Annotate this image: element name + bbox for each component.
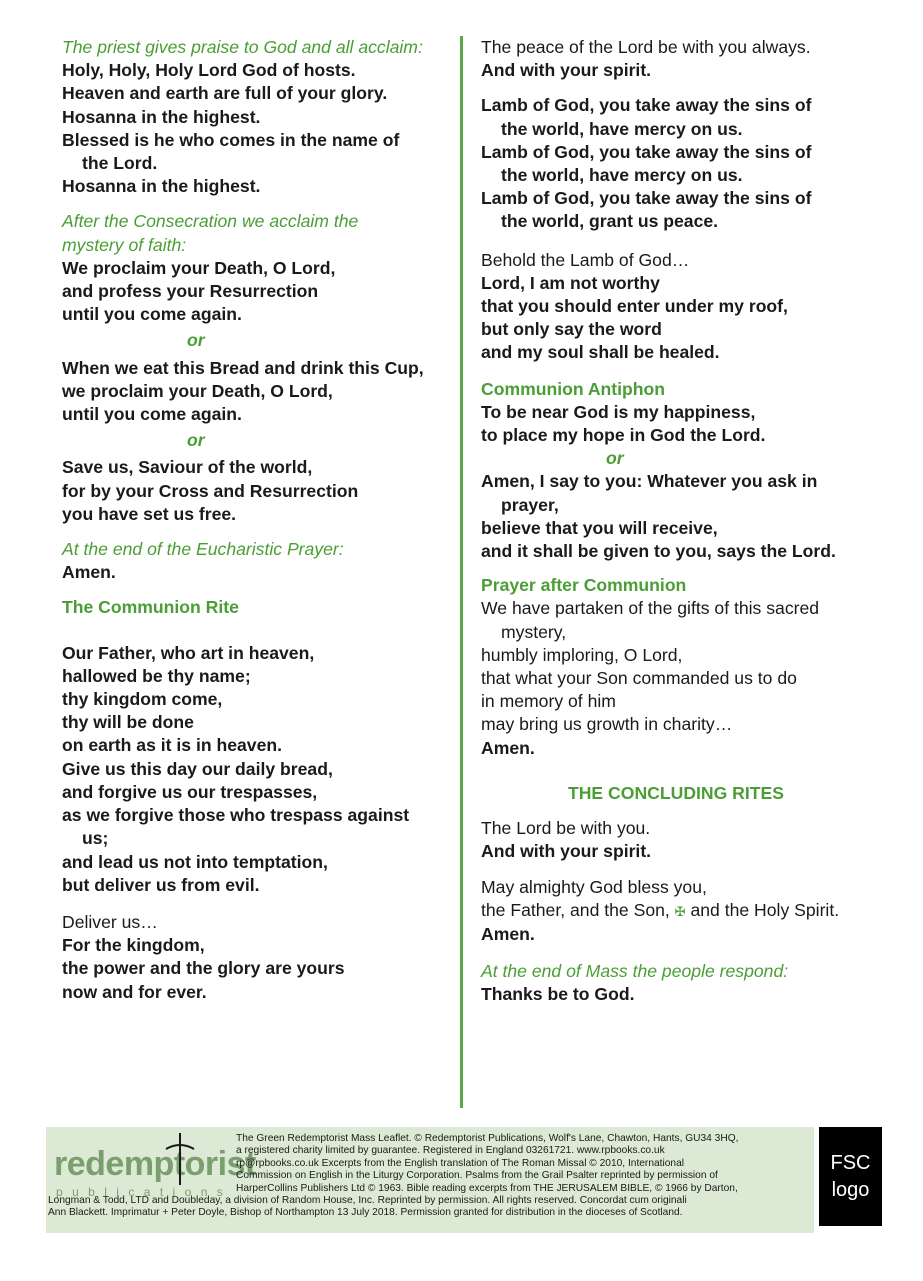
doxology-block [62,538,450,584]
doxology-kingdom-block [62,911,450,1004]
our-father-line: hallowed be thy name; [62,665,251,686]
not-worthy-line: that you should enter under my roof, [481,296,788,317]
lamb-line: the world, have mercy on us. [501,165,743,186]
legal-line: rp@rpbooks.co.uk Excerpts from the English translation of The Roman Missal © 2010, International [236,1157,685,1169]
doxology-response: Amen. [62,562,116,583]
prayer-response: Amen. [481,737,535,758]
communion-rite-heading: The Communion Rite [62,597,239,618]
prayer-block [481,574,871,760]
dismissal-block [481,960,871,1006]
legal-line: Longman & Todd, LTD and Doubleday, a division of Random House, Inc. Reprinted by permission. All rights reserved. Concordat cum originali [48,1195,687,1207]
publisher-footer [46,1127,814,1233]
mystery-line: until you come again. [62,404,242,425]
dismissal-response: Thanks be to God. [481,984,635,1005]
lamb-line: the world, have mercy on us. [501,118,743,139]
our-father-line: as we forgive those who trespass against [62,805,410,826]
mystery-line: for by your Cross and Resurrection [62,480,359,501]
peace-block [481,36,871,82]
sanctus-line: Heaven and earth are full of your glory. [62,83,388,104]
mystery-line: you have set us free. [62,503,237,524]
prayer-line: humbly imploring, O Lord, [481,644,683,665]
mystery-line: When we eat this Bread and drink this Cup, [62,357,424,378]
column-divider [460,36,463,1108]
our-father-line: thy will be done [62,712,194,733]
antiphon-heading: Communion Antiphon [481,378,666,399]
mystery-line: and profess your Resurrection [62,281,319,302]
sanctus-line: Holy, Holy, Holy Lord God of hosts. [62,60,356,81]
lamb-line: Lamb of God, you take away the sins of [481,188,812,209]
or-divider: or [606,448,624,469]
antiphon-line: prayer, [501,494,559,515]
legal-notice [48,1133,806,1220]
our-father-line: and forgive us our trespasses, [62,781,318,802]
lamb-block [481,94,871,233]
mystery-intro: mystery of faith: [62,234,187,255]
deliver-us: Deliver us… [62,911,158,932]
mystery-intro: After the Consecration we acclaim the [62,211,359,232]
blessing-line: May almighty God bless you, [481,876,707,897]
prayer-line: in memory of him [481,691,616,712]
or-divider: or [187,330,205,351]
prayer-line: that what your Son commanded us to do [481,668,797,689]
sanctus-line: Hosanna in the highest. [62,176,261,197]
our-father-line: thy kingdom come, [62,689,223,710]
our-father-block [62,642,450,897]
publisher-logo-name: redemptorist [54,1145,256,1183]
left-column [62,36,450,1004]
kingdom-line: now and for ever. [62,981,207,1002]
our-father-line: and lead us not into temptation, [62,851,328,872]
lamb-line: Lamb of God, you take away the sins of [481,141,812,162]
mystery-block [62,210,450,526]
antiphon-line: Amen, I say to you: Whatever you ask in [481,471,818,492]
prayer-heading: Prayer after Communion [481,575,687,596]
fsc-label: logo [831,1178,870,1201]
peace-line: The peace of the Lord be with you always. [481,37,811,57]
mystery-line: Save us, Saviour of the world, [62,457,313,478]
or-divider: or [187,430,205,451]
antiphon-line: to place my hope in God the Lord. [481,425,766,446]
lamb-line: Lamb of God, you take away the sins of [481,95,812,116]
sanctus-line: Blessed is he who comes in the name of [62,129,400,150]
kingdom-line: the power and the glory are yours [62,958,345,979]
behold-line: Behold the Lamb of God… [481,249,690,270]
cross-icon: ✠ [674,903,686,919]
kingdom-line: For the kingdom, [62,935,205,956]
dismissal-intro: At the end of Mass the people respond: [481,961,789,982]
our-father-line: Give us this day our daily bread, [62,758,333,779]
our-father-line: on earth as it is in heaven. [62,735,282,756]
publisher-logo-sub: publications [56,1185,233,1199]
peace-response: And with your spirit. [481,60,652,81]
not-worthy-line: and my soul shall be healed. [481,342,720,363]
concluding-heading: THE CONCLUDING RITES [567,782,784,803]
blessing-block [481,876,871,947]
right-column [481,36,871,1007]
sanctus-intro: The priest gives praise to God and all acclaim: [62,37,423,57]
not-worthy-line: but only say the word [481,319,662,340]
our-father-line: Our Father, who art in heaven, [62,642,315,663]
our-father-line: but deliver us from evil. [62,874,260,895]
legal-line: a registered charity limited by guarantee. Registered in England 03261721. www.rpbooks.co.uk [236,1145,665,1157]
antiphon-line: believe that you will receive, [481,517,718,538]
greeting-line: The Lord be with you. [481,818,651,839]
fsc-logo-placeholder [819,1127,882,1226]
greeting-response: And with your spirit. [481,841,652,862]
not-worthy-line: Lord, I am not worthy [481,272,660,293]
antiphon-block [481,378,871,564]
sanctus-line: Hosanna in the highest. [62,106,261,127]
mystery-line: We proclaim your Death, O Lord, [62,257,336,278]
prayer-line: We have partaken of the gifts of this sacred [481,598,820,619]
sanctus-block [62,36,450,198]
prayer-line: may bring us growth in charity… [481,714,733,735]
doxology-intro: At the end of the Eucharistic Prayer: [62,539,344,560]
antiphon-line: To be near God is my happiness, [481,401,756,422]
mystery-line: we proclaim your Death, O Lord, [62,380,333,401]
legal-line: Commission on English in the Liturgy Corporation. Psalms from the Grail Psalter reprinted by permission of [236,1170,718,1182]
blessing-text: the Father, and the Son, [481,899,670,920]
legal-line: HarperCollins Publishers Ltd © 1963. Bible reading excerpts from THE JERUSALEM BIBLE, © 1966 by Darton, [236,1182,738,1194]
lamb-line: the world, grant us peace. [501,211,719,232]
blessing-text: and the Holy Spirit. [690,899,840,920]
our-father-line: us; [82,828,109,849]
mystery-line: until you come again. [62,304,242,325]
greeting-block [481,817,871,863]
antiphon-line: and it shall be given to you, says the Lord. [481,541,836,562]
sanctus-line: the Lord. [82,153,158,174]
prayer-line: mystery, [501,621,567,642]
blessing-line [481,899,871,923]
legal-line: The Green Redemptorist Mass Leaflet. © Redemptorist Publications, Wolf's Lane, Chawton, Hants, GU34 3HQ, [236,1133,739,1144]
blessing-response: Amen. [481,923,535,944]
fsc-label: FSC [830,1151,871,1174]
behold-block [481,249,871,365]
legal-line: Ann Blackett. Imprimatur + Peter Doyle, Bishop of Northampton 13 July 2018. Permission granted for distribution in the dioceses of Scotland. [48,1207,683,1219]
